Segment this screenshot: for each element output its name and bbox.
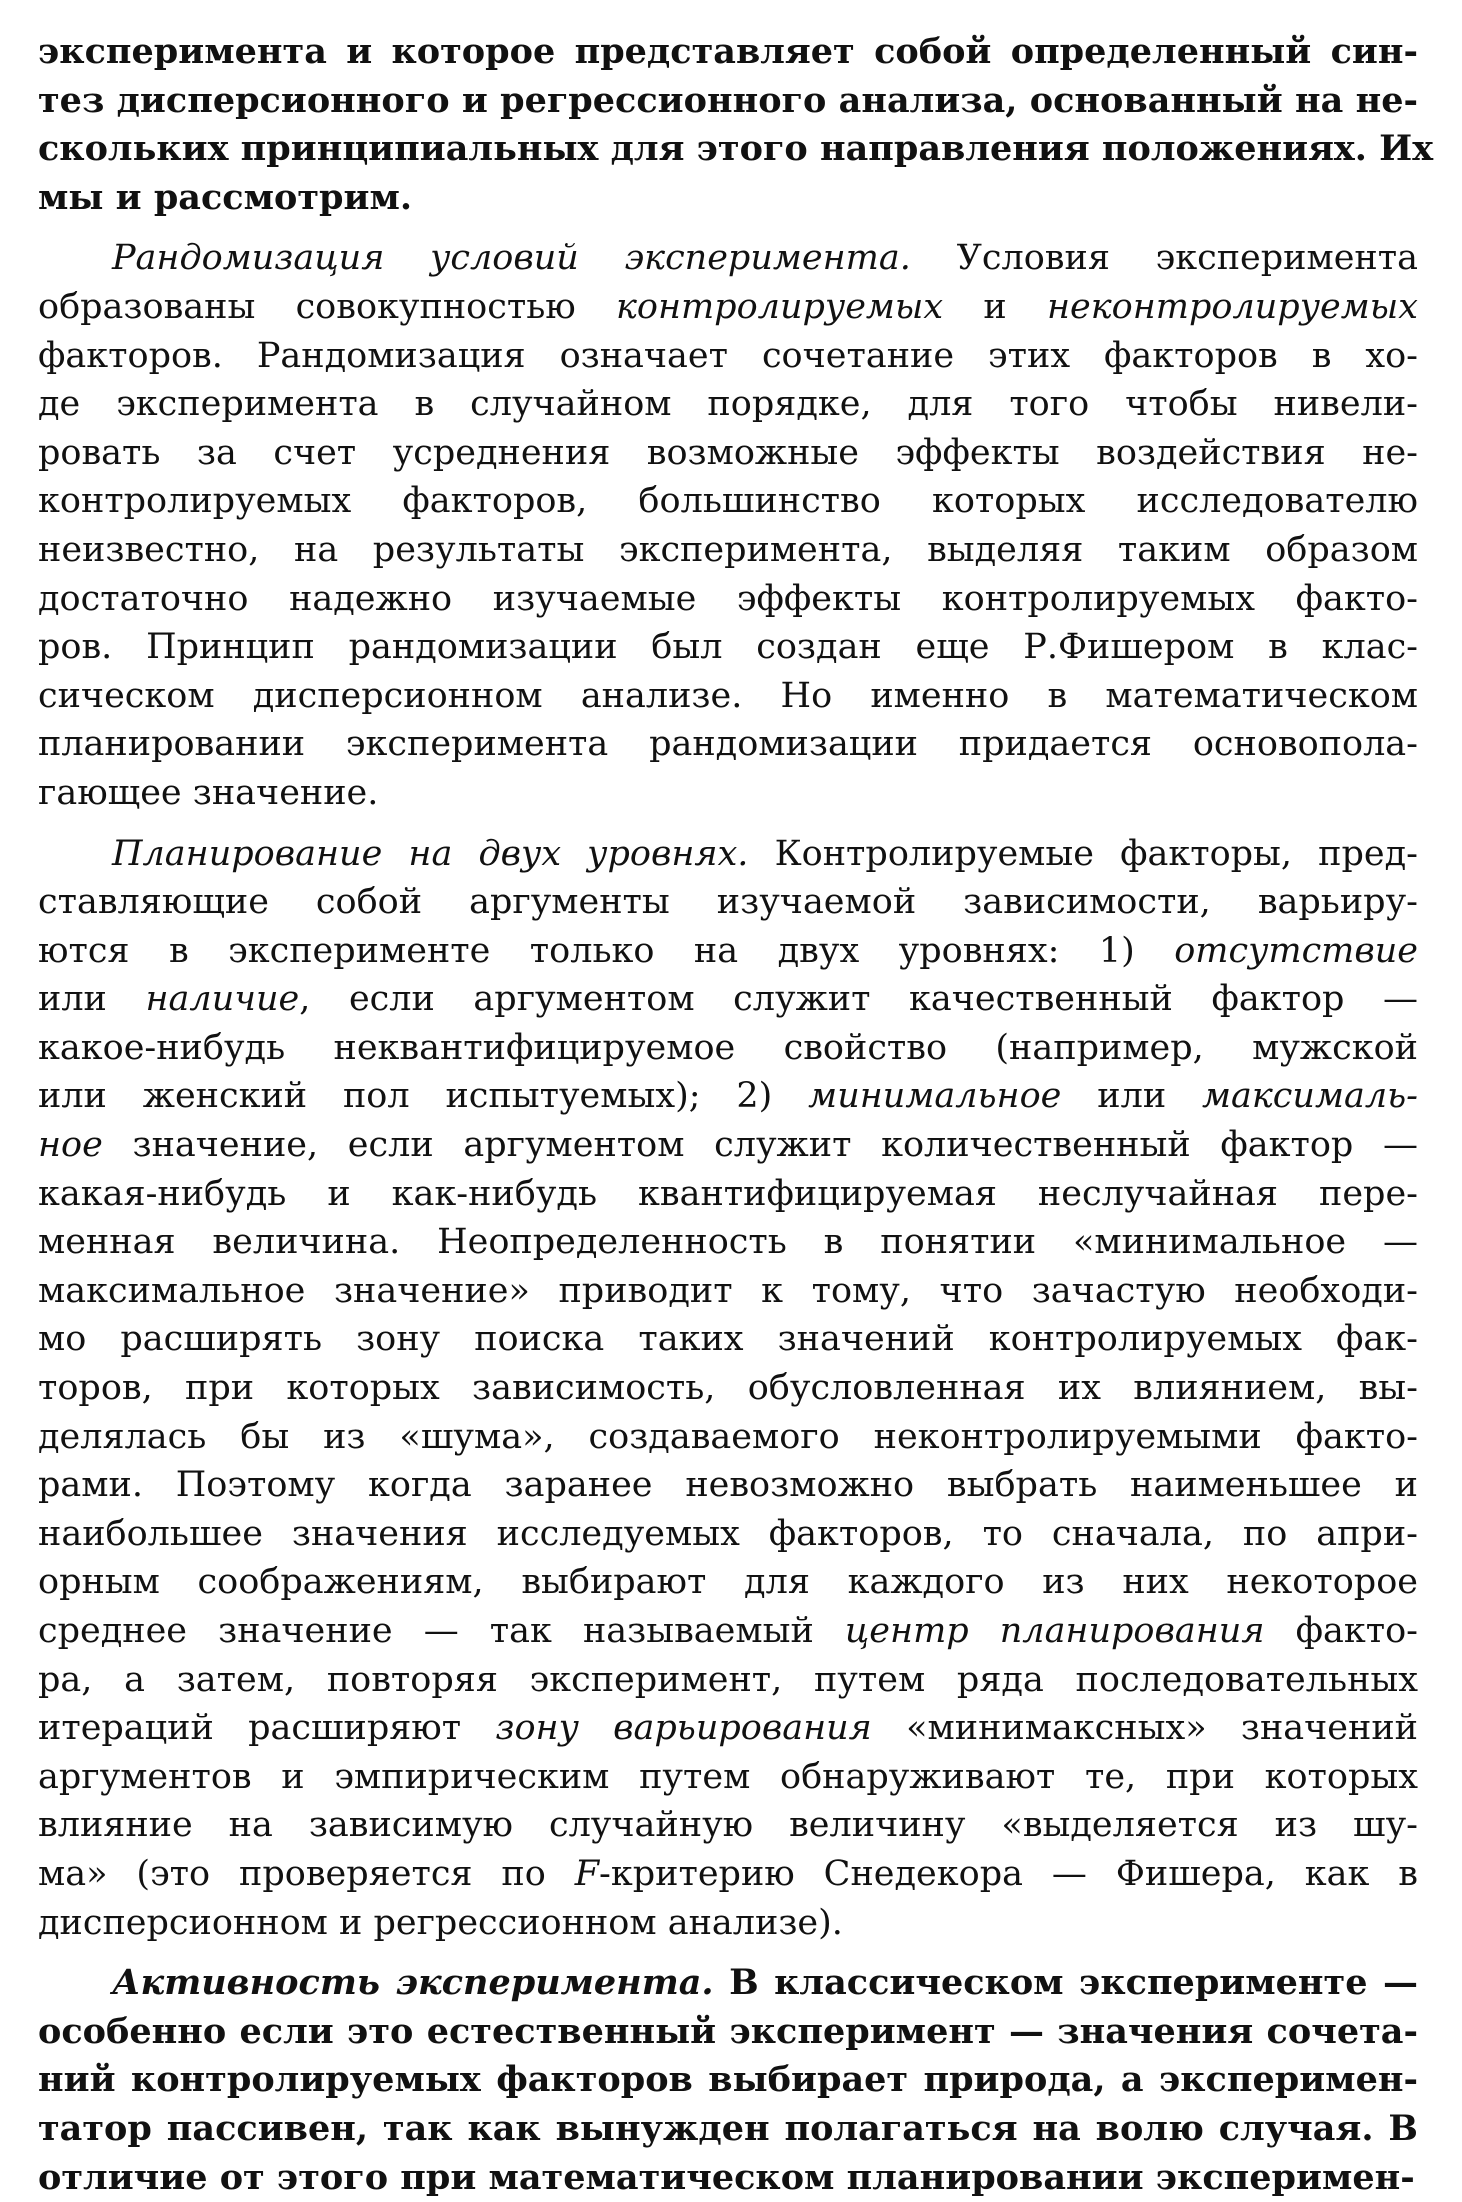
text-line	[38, 526, 1418, 575]
text-run: -критерию Снедекора — Фишера, как в	[599, 1853, 1419, 1894]
text-line	[38, 1656, 1418, 1705]
text-line	[38, 28, 1418, 77]
text-run: , если аргументом служит качественный фактор —	[299, 979, 1419, 1020]
text-run: планировании эксперимента рандомизации придается основопола-	[38, 724, 1418, 765]
paragraph-p1	[38, 234, 1418, 817]
text-run: наибольшее значения исследуемых факторов, то сначала, по апри-	[38, 1513, 1418, 1554]
text-line	[38, 830, 1418, 879]
text-run: ров. Принцип рандомизации был создан еще Р.Фишером в клас-	[38, 627, 1418, 668]
text-run: ставляющие собой аргументы изучаемой зависимости, варьиру-	[38, 882, 1418, 923]
text-line	[38, 429, 1418, 478]
text-run: сическом дисперсионном анализе. Но именно в математическом	[38, 675, 1418, 716]
italic-term: Рандомизация условий эксперимента.	[112, 238, 911, 279]
document-page	[38, 28, 1434, 2202]
text-line	[38, 1704, 1418, 1753]
text-run: максимальное значение» приводит к тому, что зачастую необходи-	[38, 1270, 1418, 1311]
text-line	[38, 720, 1418, 769]
italic-term: центр планирования	[844, 1611, 1265, 1651]
text-run: достаточно надежно изучаемые эффекты контролируемых факто-	[38, 578, 1418, 619]
text-run: среднее значение — так называемый	[38, 1611, 845, 1651]
text-line	[38, 332, 1418, 381]
text-line	[38, 1899, 1418, 1948]
paragraph-spacer	[38, 818, 1418, 830]
text-run: де эксперимента в случайном порядке, для того чтобы нивели-	[38, 384, 1418, 425]
text-run: контролируемых факторов, большинство которых исследователю	[38, 481, 1418, 522]
text-run: скольких принципиальных для этого направления положениях. Их	[38, 128, 1434, 170]
italic-term: F	[574, 1853, 600, 1894]
text-line	[38, 1558, 1418, 1607]
italic-term: отсутствие	[1174, 930, 1418, 971]
text-line	[38, 1315, 1418, 1364]
text-line	[38, 1510, 1418, 1559]
italic-term: контролируемых	[615, 286, 944, 327]
text-run: отличие от этого при математическом планировании эксперимен-	[38, 2156, 1415, 2198]
text-run: орным соображениям, выбирают для каждого из них некоторое	[38, 1562, 1418, 1603]
text-line	[38, 1753, 1418, 1802]
text-run: ра, а затем, повторяя эксперимент, путем ряда последовательных	[38, 1659, 1418, 1700]
text-run: В классическом эксперименте —	[713, 1962, 1418, 2004]
text-run: дисперсионном и регрессионном анализе).	[38, 1902, 843, 1943]
italic-term: максималь-	[1202, 1076, 1418, 1117]
text-line	[38, 2154, 1418, 2202]
italic-term: наличие	[145, 979, 300, 1020]
text-run: тез дисперсионного и регрессионного анализа, основанный на не-	[38, 79, 1418, 121]
text-line	[38, 1072, 1418, 1121]
text-run: гающее значение.	[38, 772, 379, 813]
text-line	[38, 1170, 1418, 1219]
paragraph-spacer	[38, 1947, 1418, 1959]
text-run: ний контролируемых факторов выбирает природа, а эксперимен-	[38, 2059, 1418, 2101]
text-run: неизвестно, на результаты эксперимента, выделяя таким образом	[38, 529, 1418, 570]
text-line	[38, 380, 1418, 429]
text-line	[38, 927, 1418, 976]
text-line	[38, 1959, 1418, 2008]
text-line	[38, 1413, 1418, 1462]
text-run: татор пассивен, так как вынужден полагаться на волю случая. В	[38, 2107, 1418, 2149]
text-run: особенно если это естественный эксперимент — значения сочета-	[38, 2010, 1418, 2052]
text-run: делялась бы из «шума», создаваемого неконтролируемыми факто-	[38, 1416, 1418, 1457]
text-run: или	[38, 979, 146, 1020]
text-line	[38, 1461, 1418, 1510]
italic-term: минимальное	[808, 1076, 1062, 1117]
text-line	[38, 1267, 1418, 1316]
text-run: аргументов и эмпирическим путем обнаруживают те, при которых	[38, 1756, 1418, 1797]
paragraph-p2	[38, 830, 1418, 1948]
text-run: итераций расширяют	[38, 1708, 496, 1749]
text-line	[38, 234, 1418, 283]
text-run: рами. Поэтому когда заранее невозможно выбрать наименьшее и	[38, 1465, 1418, 1506]
text-line	[38, 975, 1418, 1024]
text-line	[38, 125, 1434, 174]
text-run: Условия эксперимента	[910, 238, 1418, 279]
text-line	[38, 1364, 1418, 1413]
italic-term: Активность эксперимента.	[112, 1962, 714, 2004]
text-line	[38, 1121, 1418, 1170]
text-line	[38, 283, 1418, 332]
text-run: какая-нибудь и как-нибудь квантифицируемая неслучайная пере-	[38, 1173, 1418, 1214]
text-run: или женский пол испытуемых); 2)	[38, 1076, 809, 1117]
text-run: или	[1061, 1076, 1203, 1117]
text-run: «минимаксных» значений	[871, 1708, 1418, 1749]
text-line	[38, 575, 1418, 624]
paragraph-p0	[38, 28, 1434, 222]
text-line	[38, 174, 1418, 223]
text-run: мы и рассмотрим.	[38, 176, 413, 218]
text-run: эксперимента и которое представляет собой определенный син-	[38, 31, 1418, 72]
italic-term: Планирование на двух уровнях.	[112, 833, 749, 874]
text-run: какое-нибудь неквантифицируемое свойство (например, мужской	[38, 1027, 1418, 1068]
text-line	[38, 1607, 1418, 1656]
text-run: и	[943, 286, 1047, 327]
text-run: мо расширять зону поиска таких значений контролируемых фак-	[38, 1319, 1418, 1360]
text-run: факто-	[1264, 1611, 1418, 1651]
text-run: влияние на зависимую случайную величину «выделяется из шу-	[38, 1805, 1418, 1846]
text-run: ровать за счет усреднения возможные эффекты воздействия не-	[38, 432, 1418, 473]
text-line	[38, 878, 1418, 927]
text-line	[38, 1218, 1418, 1267]
text-run: менная величина. Неопределенность в понятии «минимальное —	[38, 1222, 1418, 1263]
text-line	[38, 2008, 1418, 2057]
text-line	[38, 1024, 1418, 1073]
text-run: торов, при которых зависимость, обусловленная их влиянием, вы-	[38, 1368, 1418, 1409]
text-run: образованы совокупностью	[38, 286, 616, 327]
text-line	[38, 77, 1418, 126]
text-run: факторов. Рандомизация означает сочетание этих факторов в хо-	[38, 335, 1418, 376]
italic-term: зону варьирования	[495, 1708, 872, 1749]
text-line	[38, 1850, 1418, 1899]
text-line	[38, 477, 1418, 526]
text-line	[38, 623, 1418, 672]
text-line	[38, 2105, 1418, 2154]
text-run: ма» (это проверяется по	[38, 1853, 575, 1894]
text-line	[38, 672, 1418, 721]
text-run: ются в эксперименте только на двух уровнях: 1)	[38, 930, 1175, 971]
text-line	[38, 2056, 1418, 2105]
paragraph-p3	[38, 1959, 1418, 2202]
text-run: значение, если аргументом служит количественный фактор —	[102, 1125, 1418, 1166]
italic-term: ное	[38, 1125, 103, 1166]
text-line	[38, 1801, 1418, 1850]
paragraph-spacer	[38, 222, 1418, 234]
text-line	[38, 769, 1418, 818]
text-run: Контролируемые факторы, пред-	[748, 833, 1418, 874]
italic-term: неконтролируемых	[1047, 286, 1418, 327]
